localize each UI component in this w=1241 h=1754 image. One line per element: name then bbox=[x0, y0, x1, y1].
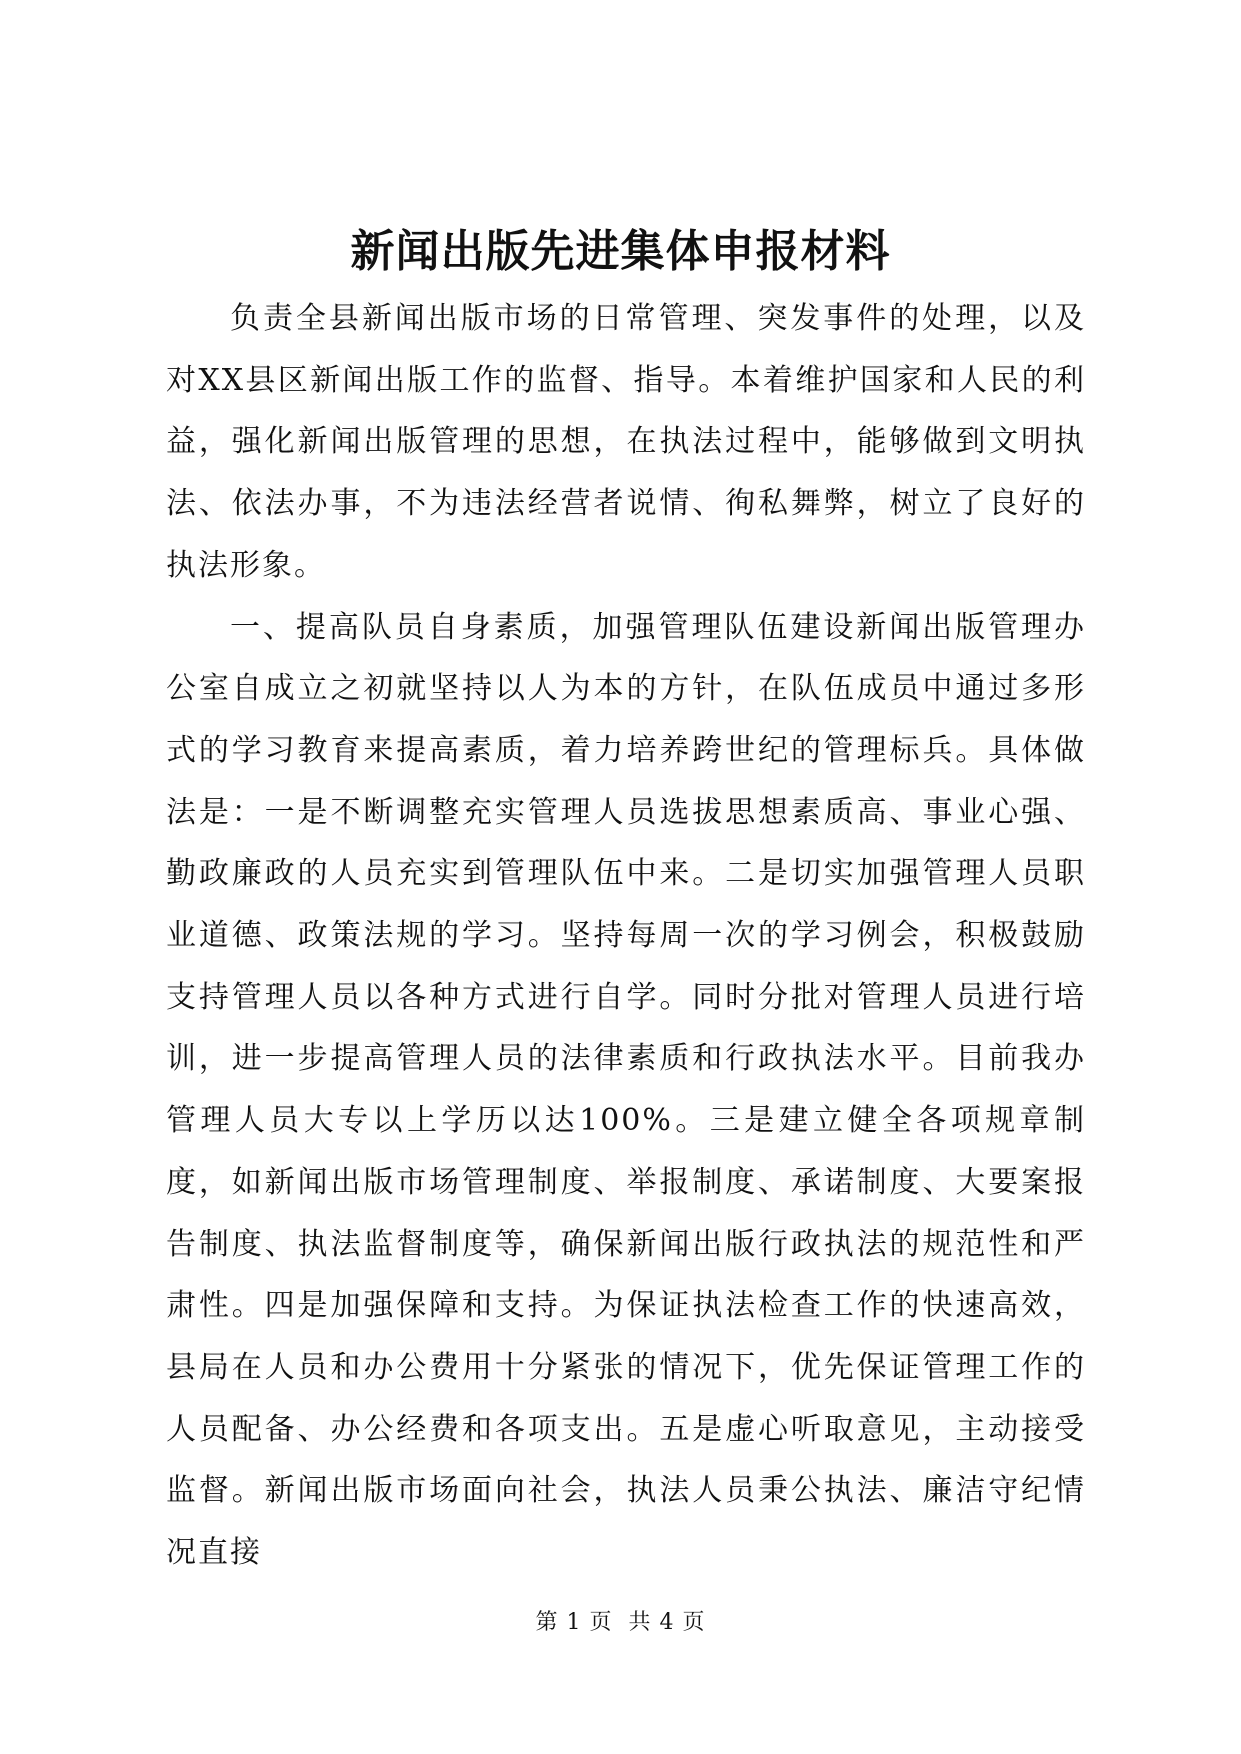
page-total: 共 4 页 bbox=[628, 1610, 706, 1635]
paragraph-intro: 负责全县新闻出版市场的日常管理、突发事件的处理，以及对XX县区新闻出版工作的监督、指导。本着维护国家和人民的利益，强化新闻出版管理的思想，在执法过程中，能够做到文明执法、依法办事，不为违法经营者说情、徇私舞弊，树立了良好的执法形象。 bbox=[166, 301, 1086, 583]
document-title: 新闻出版先进集体申报材料 bbox=[350, 226, 891, 277]
page-footer bbox=[0, 1608, 1241, 1638]
document-body bbox=[166, 288, 1086, 1584]
page-number: 第 1 页 bbox=[535, 1610, 613, 1635]
paragraph-section-one: 一、提高队员自身素质，加强管理队伍建设新闻出版管理办公室自成立之初就坚持以人为本的方针，在队伍成员中通过多形式的学习教育来提高素质，着力培养跨世纪的管理标兵。具体做法是：一是不断调整充实管理人员选拔思想素质高、事业心强、勤政廉政的人员充实到管理队伍中来。二是切实加强管理人员职业道德、政策法规的学习。坚持每周一次的学习例会，积极鼓励支持管理人员以各种方式进行自学。同时分批对管理人员进行培训，进一步提高管理人员的法律素质和行政执法水平。目前我办管理人员大专以上学历以达100%。三是建立健全各项规章制度，如新闻出版市场管理制度、举报制度、承诺制度、大要案报告制度、执法监督制度等，确保新闻出版行政执法的规范性和严肃性。四是加强保障和支持。为保证执法检查工作的快速高效，县局在人员和办公费用十分紧张的情况下，优先保证管理工作的人员配备、办公经费和各项支出。五是虚心听取意见，主动接受监督。新闻出版市场面向社会，执法人员秉公执法、廉洁守纪情况直接 bbox=[166, 609, 1086, 1571]
